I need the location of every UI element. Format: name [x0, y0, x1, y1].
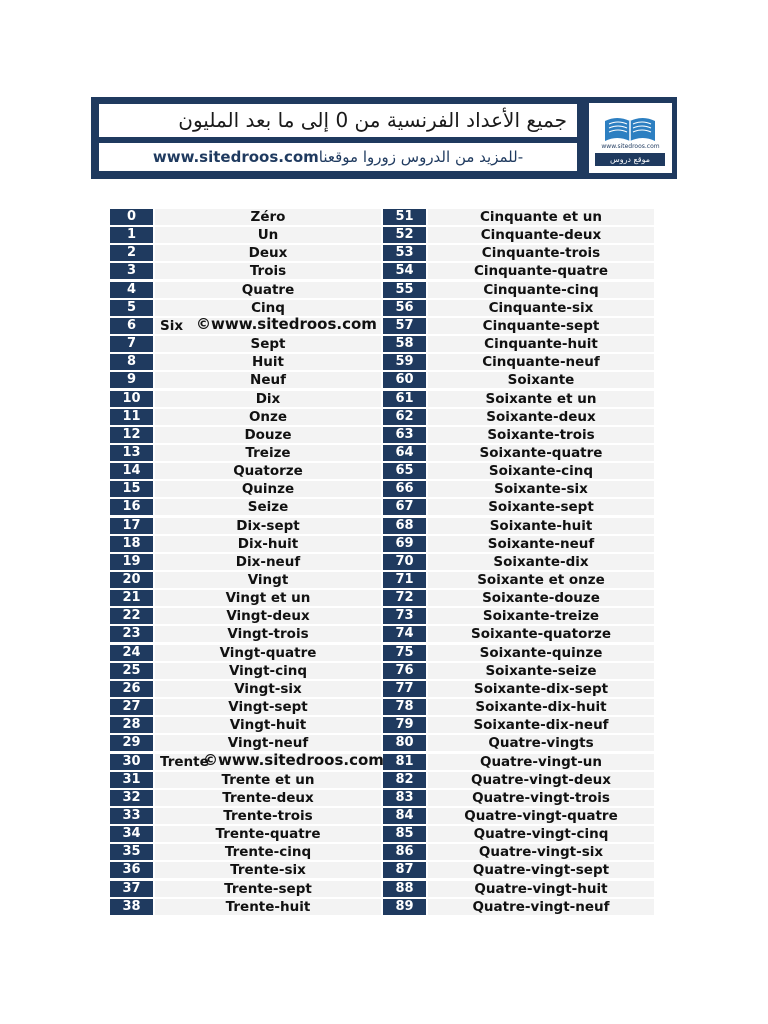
table-row [110, 790, 654, 807]
table-row [110, 499, 654, 516]
number-cell: 38 [110, 899, 153, 915]
number-cell: 73 [383, 608, 426, 624]
word-cell: Trente-quatre [155, 826, 381, 842]
number-cell: 82 [383, 772, 426, 788]
table-row [110, 608, 654, 625]
word-cell: Cinquante-trois [428, 245, 654, 261]
table-row [110, 881, 654, 898]
table-row [110, 572, 654, 589]
number-cell: 33 [110, 808, 153, 824]
word-cell: Trois [155, 263, 381, 279]
word-cell: Soixante-dix [428, 554, 654, 570]
word-cell: Un [155, 227, 381, 243]
number-cell: 24 [110, 645, 153, 661]
word-cell: Quatre-vingts [428, 735, 654, 751]
subtitle-line [99, 143, 577, 171]
number-cell: 6 [110, 318, 153, 334]
number-cell: 11 [110, 409, 153, 425]
logo-arabic-text: موقع دروس [595, 153, 665, 166]
number-cell: 34 [110, 826, 153, 842]
table-row [110, 717, 654, 734]
number-cell: 71 [383, 572, 426, 588]
word-cell: Vingt-sept [155, 699, 381, 715]
number-cell: 25 [110, 663, 153, 679]
word-cell: Quatre-vingt-six [428, 844, 654, 860]
header-banner [91, 97, 677, 179]
word-cell: Cinquante-sept [428, 318, 654, 334]
number-cell: 87 [383, 862, 426, 878]
number-cell: 57 [383, 318, 426, 334]
word-cell: Onze [155, 409, 381, 425]
word-cell: Cinq [155, 300, 381, 316]
table-row [110, 554, 654, 571]
number-cell: 16 [110, 499, 153, 515]
table-row [110, 427, 654, 444]
word-cell: Zéro [155, 209, 381, 225]
word-cell: Soixante-douze [428, 590, 654, 606]
number-cell: 13 [110, 445, 153, 461]
word-cell: Quatre-vingt-huit [428, 881, 654, 897]
table-row [110, 227, 654, 244]
number-cell: 22 [110, 608, 153, 624]
number-cell: 85 [383, 826, 426, 842]
number-cell: 74 [383, 626, 426, 642]
number-cell: 79 [383, 717, 426, 733]
table-row [110, 536, 654, 553]
table-row [110, 409, 654, 426]
number-cell: 61 [383, 391, 426, 407]
word-cell: Quatre [155, 282, 381, 298]
word-cell: Dix-huit [155, 536, 381, 552]
table-row [110, 354, 654, 371]
number-cell: 21 [110, 590, 153, 606]
word-cell: Douze [155, 427, 381, 443]
table-row [110, 899, 654, 916]
number-cell: 36 [110, 862, 153, 878]
number-cell: 62 [383, 409, 426, 425]
table-row [110, 681, 654, 698]
number-cell: 64 [383, 445, 426, 461]
word-cell: Vingt-huit [155, 717, 381, 733]
word-cell: Soixante-seize [428, 663, 654, 679]
book-icon [603, 115, 657, 143]
word-cell: Quatre-vingt-quatre [428, 808, 654, 824]
number-cell: 81 [383, 754, 426, 770]
word-cell: Soixante-dix-huit [428, 699, 654, 715]
word-cell: Trente-deux [155, 790, 381, 806]
site-url-link[interactable]: www.sitedroos.com [152, 148, 319, 166]
table-row [110, 699, 654, 716]
table-row [110, 772, 654, 789]
word-cell: Quinze [155, 481, 381, 497]
number-cell: 8 [110, 354, 153, 370]
table-row [110, 245, 654, 262]
logo-site-text: www.sitedroos.com [601, 143, 660, 150]
table-row [110, 263, 654, 280]
watermark-text: ©www.sitedroos.com [196, 314, 377, 333]
number-cell: 78 [383, 699, 426, 715]
number-cell: 19 [110, 554, 153, 570]
number-cell: 30 [110, 754, 153, 770]
word-cell: Huit [155, 354, 381, 370]
word-cell: Soixante-trois [428, 427, 654, 443]
number-cell: 69 [383, 536, 426, 552]
word-cell: Cinquante-deux [428, 227, 654, 243]
number-cell: 76 [383, 663, 426, 679]
number-cell: 56 [383, 300, 426, 316]
number-cell: 31 [110, 772, 153, 788]
number-cell: 70 [383, 554, 426, 570]
table-row [110, 391, 654, 408]
table-row [110, 463, 654, 480]
word-cell: Soixante-neuf [428, 536, 654, 552]
word-cell: Trente-cinq [155, 844, 381, 860]
word-cell: Trente-huit [155, 899, 381, 915]
table-row [110, 300, 654, 317]
table-row [110, 750, 654, 771]
word-cell: Quatre-vingt-sept [428, 862, 654, 878]
word-cell: Dix [155, 391, 381, 407]
number-cell: 23 [110, 626, 153, 642]
number-cell: 72 [383, 590, 426, 606]
number-cell: 53 [383, 245, 426, 261]
number-cell: 67 [383, 499, 426, 515]
word-cell: Cinquante-huit [428, 336, 654, 352]
number-cell: 83 [383, 790, 426, 806]
word-cell: Trente et un [155, 772, 381, 788]
table-row [110, 372, 654, 389]
table-row [110, 826, 654, 843]
word-cell: Soixante et onze [428, 572, 654, 588]
table-row [110, 663, 654, 680]
table-row [110, 282, 654, 299]
table-row [110, 626, 654, 643]
number-cell: 59 [383, 354, 426, 370]
word-cell: Soixante-huit [428, 518, 654, 534]
word-cell: Soixante-cinq [428, 463, 654, 479]
word-cell: Vingt-neuf [155, 735, 381, 751]
table-row [110, 481, 654, 498]
word-cell: Vingt [155, 572, 381, 588]
number-cell: 63 [383, 427, 426, 443]
number-cell: 80 [383, 735, 426, 751]
number-cell: 15 [110, 481, 153, 497]
word-cell: Soixante-treize [428, 608, 654, 624]
number-cell: 20 [110, 572, 153, 588]
word-cell: Soixante-six [428, 481, 654, 497]
word-cell: Quatre-vingt-deux [428, 772, 654, 788]
word-cell: Neuf [155, 372, 381, 388]
word-cell: Cinquante-six [428, 300, 654, 316]
number-cell: 54 [383, 263, 426, 279]
subtitle-arabic: للمزيد من الدروس زوروا موقعنا- [318, 148, 524, 166]
number-cell: 66 [383, 481, 426, 497]
word-cell: Quatorze [155, 463, 381, 479]
number-cell: 75 [383, 645, 426, 661]
word-cell: Trente-six [155, 862, 381, 878]
word-cell: Vingt-six [155, 681, 381, 697]
number-cell: 65 [383, 463, 426, 479]
number-cell: 37 [110, 881, 153, 897]
number-cell: 35 [110, 844, 153, 860]
number-cell: 1 [110, 227, 153, 243]
number-cell: 77 [383, 681, 426, 697]
number-cell: 52 [383, 227, 426, 243]
word-cell: Dix-sept [155, 518, 381, 534]
word-cell: Seize [155, 499, 381, 515]
number-cell: 9 [110, 372, 153, 388]
number-cell: 5 [110, 300, 153, 316]
word-cell: Quatre-vingt-trois [428, 790, 654, 806]
number-cell: 7 [110, 336, 153, 352]
table-row [110, 314, 654, 335]
table-row [110, 844, 654, 861]
word-cell: Soixante et un [428, 391, 654, 407]
number-cell: 0 [110, 209, 153, 225]
word-cell: Quatre-vingt-neuf [428, 899, 654, 915]
word-cell: Cinquante et un [428, 209, 654, 225]
word-cell: Cinquante-neuf [428, 354, 654, 370]
number-cell: 89 [383, 899, 426, 915]
word-cell: Sept [155, 336, 381, 352]
word-cell: Trente [155, 754, 381, 770]
number-cell: 2 [110, 245, 153, 261]
number-cell: 55 [383, 282, 426, 298]
word-cell: Vingt et un [155, 590, 381, 606]
site-logo [589, 103, 672, 173]
number-cell: 26 [110, 681, 153, 697]
word-cell: Soixante-dix-sept [428, 681, 654, 697]
table-row [110, 645, 654, 662]
number-cell: 14 [110, 463, 153, 479]
word-cell: Quatre-vingt-un [428, 754, 654, 770]
word-cell: Cinquante-cinq [428, 282, 654, 298]
word-cell: Vingt-deux [155, 608, 381, 624]
number-cell: 88 [383, 881, 426, 897]
number-cell: 10 [110, 391, 153, 407]
number-cell: 4 [110, 282, 153, 298]
number-cell: 27 [110, 699, 153, 715]
word-cell: Treize [155, 445, 381, 461]
number-cell: 60 [383, 372, 426, 388]
number-cell: 17 [110, 518, 153, 534]
word-cell: Soixante-deux [428, 409, 654, 425]
number-cell: 86 [383, 844, 426, 860]
watermark-text: ©www.sitedroos.com [203, 750, 384, 769]
word-cell: Six [155, 318, 381, 334]
word-cell: Vingt-cinq [155, 663, 381, 679]
number-cell: 29 [110, 735, 153, 751]
word-cell: Soixante-sept [428, 499, 654, 515]
table-row [110, 445, 654, 462]
word-cell: Trente-sept [155, 881, 381, 897]
word-cell: Cinquante-quatre [428, 263, 654, 279]
word-cell: Vingt-quatre [155, 645, 381, 661]
number-cell: 12 [110, 427, 153, 443]
word-cell: Trente-trois [155, 808, 381, 824]
word-cell: Quatre-vingt-cinq [428, 826, 654, 842]
word-cell: Soixante-quatorze [428, 626, 654, 642]
word-cell: Deux [155, 245, 381, 261]
number-cell: 84 [383, 808, 426, 824]
table-row [110, 209, 654, 226]
table-row [110, 336, 654, 353]
number-cell: 18 [110, 536, 153, 552]
word-cell: Soixante-quinze [428, 645, 654, 661]
page-title: جميع الأعداد الفرنسية من 0 إلى ما بعد المليون [99, 104, 577, 137]
number-cell: 51 [383, 209, 426, 225]
word-cell: Soixante-quatre [428, 445, 654, 461]
word-cell: Soixante [428, 372, 654, 388]
table-row [110, 862, 654, 879]
table-row [110, 518, 654, 535]
table-row [110, 808, 654, 825]
word-cell: Vingt-trois [155, 626, 381, 642]
number-cell: 32 [110, 790, 153, 806]
number-cell: 58 [383, 336, 426, 352]
number-cell: 28 [110, 717, 153, 733]
number-cell: 3 [110, 263, 153, 279]
word-cell: Dix-neuf [155, 554, 381, 570]
number-cell: 68 [383, 518, 426, 534]
table-row [110, 590, 654, 607]
word-cell: Soixante-dix-neuf [428, 717, 654, 733]
